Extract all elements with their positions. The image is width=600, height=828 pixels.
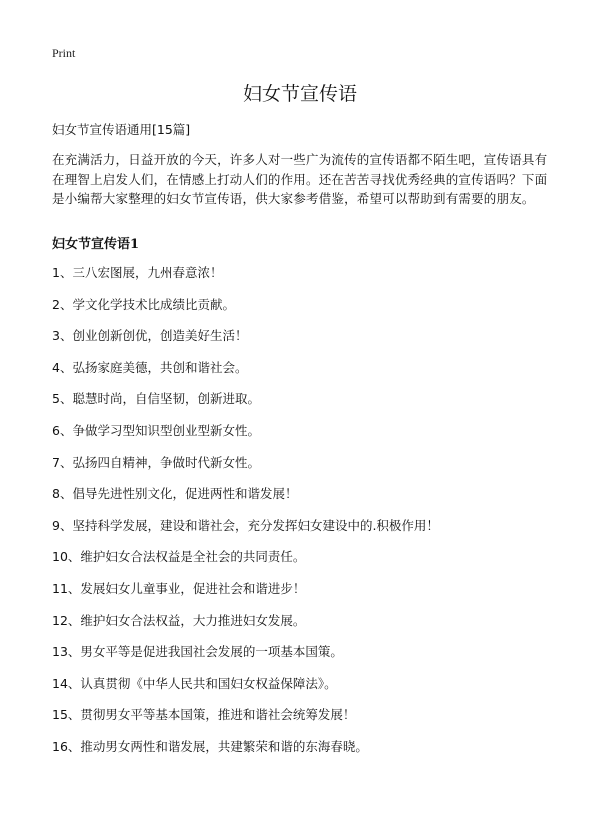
list-item: 10、维护妇女合法权益是全社会的共同责任。 xyxy=(52,549,306,565)
list-item: 2、学文化学技术比成绩比贡献。 xyxy=(52,296,235,312)
list-item: 12、维护妇女合法权益，大力推进妇女发展。 xyxy=(52,612,306,628)
page-title: 妇女节宣传语 xyxy=(242,83,357,105)
list-item: 13、男女平等是促进我国社会发展的一项基本国策。 xyxy=(52,644,343,660)
slogan-list xyxy=(52,263,562,769)
list-item: 4、弘扬家庭美德，共创和谐社会。 xyxy=(52,359,248,375)
list-item: 6、争做学习型知识型创业型新女性。 xyxy=(52,422,260,438)
section-heading: 妇女节宣传语1 xyxy=(52,237,140,252)
print-link[interactable]: Print xyxy=(52,46,76,60)
list-item: 1、三八宏图展，九州春意浓！ xyxy=(52,265,223,280)
list-item: 9、坚持科学发展，建设和谐社会，充分发挥妇女建设中的.积极作用！ xyxy=(52,517,439,533)
list-item: 14、认真贯彻《中华人民共和国妇女权益保障法》。 xyxy=(52,675,337,691)
list-item: 11、发展妇女儿童事业，促进社会和谐进步！ xyxy=(52,580,306,596)
list-item: 16、推动男女两性和谐发展，共建繁荣和谐的东海春晓。 xyxy=(52,738,368,754)
list-item: 8、倡导先进性别文化，促进两性和谐发展！ xyxy=(52,486,298,502)
list-item: 3、创业创新创优，创造美好生活！ xyxy=(52,328,248,344)
subtitle: 妇女节宣传语通用[15篇] xyxy=(52,122,191,137)
list-item: 5、聪慧时尚，自信坚韧，创新进取。 xyxy=(52,391,260,407)
intro-paragraph: 在充满活力，日益开放的今天，许多人对一些广为流传的宣传语都不陌生吧，宣传语具有在理智上启发人们，在情感上打动人们的作用。还在苦苦寻找优秀经典的宣传语吗？下面是小编帮大家整理的妇女节宣传语，供大家参考借鉴，希望可以帮助到有需要的朋友。 xyxy=(52,152,548,206)
list-item: 7、弘扬四自精神，争做时代新女性。 xyxy=(52,454,260,470)
list-item: 15、贯彻男女平等基本国策，推进和谐社会统筹发展！ xyxy=(52,707,356,723)
